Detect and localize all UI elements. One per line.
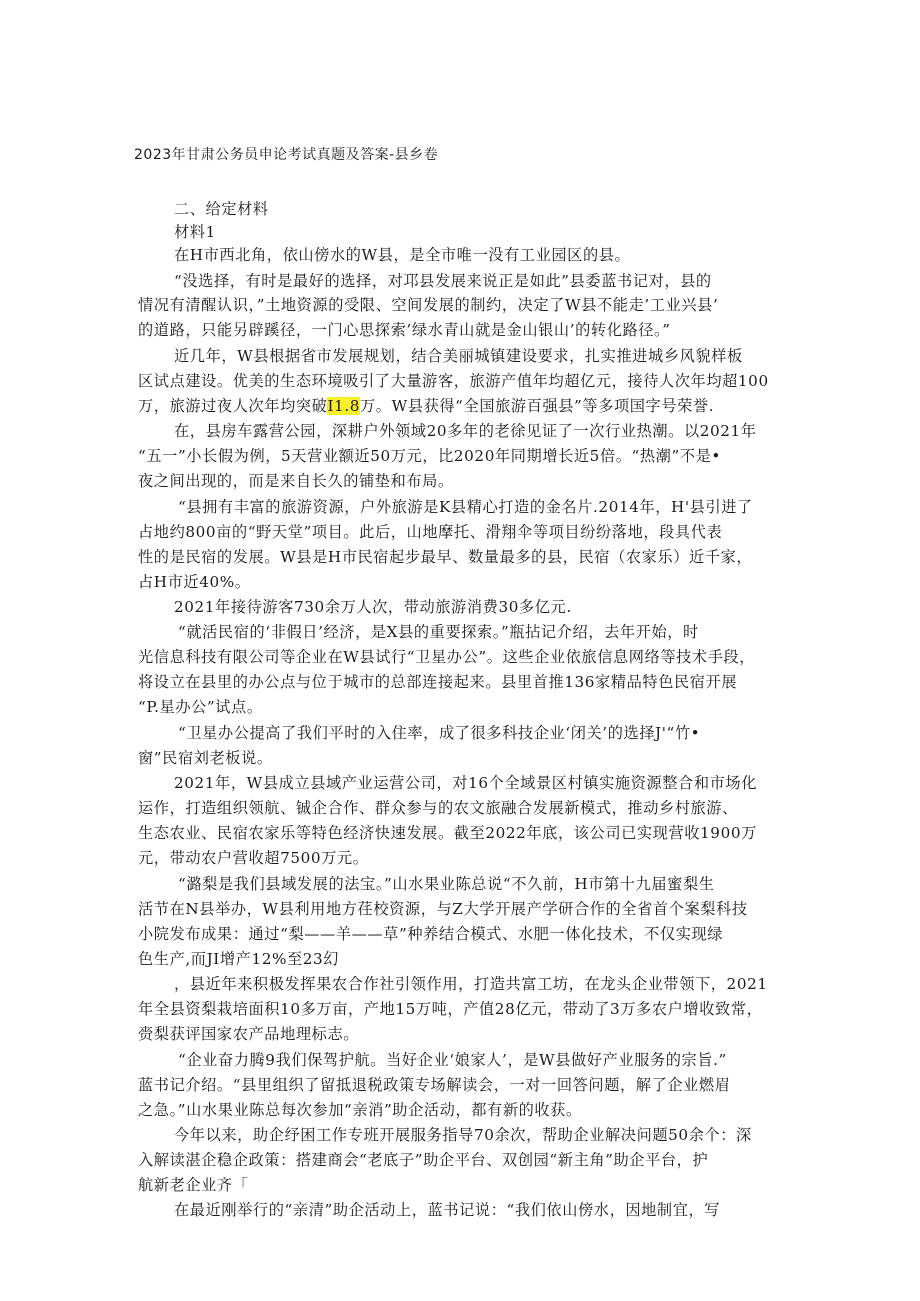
paragraph-line [138, 396, 714, 416]
paragraph-line: 近几年，W县根据省市发展规划，结合美丽城镇建设要求，扎实推进城乡风貌样板 [174, 347, 743, 365]
paragraph-line: 占H市近40%。 [138, 573, 251, 591]
paragraph-line: 年全县资梨栽培面积10多万亩，产地15万吨，产值28亿元，带动了3万多农户增收致常， [138, 1000, 763, 1018]
paragraph-line: 2021年接待游客730余万人次，带动旅游消费30多亿元. [174, 598, 572, 616]
paragraph-line: 在最近刚举行的“亲清”助企活动上，蓝书记说：“我们依山傍水，因地制宜，写 [174, 1201, 721, 1219]
material-label: 材料1 [174, 223, 216, 241]
paragraph-line: 夜之间出现的，而是来自长久的铺垫和布局。 [138, 472, 454, 490]
paragraph-line: 活节在N县举办，W县利用地方荏校资源，与Z大学开展产学研合作的全省首个案梨科技 [138, 900, 748, 918]
paragraph-line: 赍梨获评国家农产品地理标志。 [138, 1025, 360, 1043]
paragraph-line: 情况有清醒认识，”土地资源的受限、空间发展的制约，决定了W县不能走’工业兴县’ [138, 296, 719, 314]
paragraph-line: 蓝书记介绍。“县里组织了留抵退税政策专场解读会，一对一回答问题，解了企业燃眉 [138, 1076, 731, 1094]
paragraph-line: 光信息科技有限公司等企业在W县试行“卫星办公”。这些企业依旅信息网络等技术手段， [138, 648, 756, 666]
paragraph-line: 区试点建设。优美的生态环境吸引了大量游客，旅游产值年均超亿元，接待人次年均超100 [138, 372, 769, 390]
section-heading: 二、给定材料 [174, 200, 269, 218]
line-text: 万。W县获得“全国旅游百强县”等多项国字号荣誉. [360, 397, 715, 415]
paragraph-line: 小院发布成果：通过“梨——羊——草”种养结合模式、水肥一体化技术，不仅实现绿 [138, 925, 724, 943]
paragraph-line: 之急。”山水果业陈总每次参加“亲消”助企活动，都有新的收获。 [138, 1101, 582, 1119]
paragraph-line: 性的是民宿的发展。W县是H市民宿起步最早、数量最多的县，民宿（农家乐）近千家， [138, 548, 753, 566]
paragraph-line: “没选择，有时是最好的选择，对邛县发展来说正是如此”县委蓝书记对，县的 [174, 272, 712, 290]
paragraph-line: “县拥有丰富的旅游资源，户外旅游是K县精心打造的金名片.2014年，H'县引进了 [178, 498, 753, 516]
paragraph-line: 生态农业、民宿农家乐等特色经济快速发展。截至2022年底，该公司已实现营收1900万 [138, 824, 757, 842]
paragraph-line: 在H市西北角，依山傍水的W县，是全市唯一没有工业园区的县。 [174, 246, 631, 264]
paragraph-line: 占地约800亩的“野天堂”项目。此后，山地摩托、滑翔伞等项目纷纷落地，段具代表 [138, 523, 723, 541]
paragraph-line: “就活民宿的‘非假日’经济，是X县的重要探索。”瓶拈记介绍，去年开始，时 [178, 623, 699, 641]
paragraph-line: 今年以来，助企纾困工作专班开展服务指导70余次，帮助企业解决问题50余个：深 [174, 1126, 752, 1144]
paragraph-line: 在，县房车露营公园，深耕户外领域20多年的老徐见证了一次行业热潮。以2021年 [174, 422, 757, 440]
paragraph-line: 入解读湛企稳企政策：搭建商会“老底子”助企平台、双创园“新主角”助企平台，护 [138, 1151, 709, 1169]
paragraph-line: 运作，打造组织领航、铖企合作、群众参与的农文旅融合发展新模式，推动乡村旅游、 [138, 799, 738, 817]
document-title: 2023年甘肃公务员申论考试真题及答案-县乡卷 [134, 147, 439, 163]
paragraph-line: 元，带动农户营收超7500万元。 [138, 849, 369, 867]
paragraph-line: ，县近年来积极发挥果农合作社引领作用，打造共富工坊，在龙头企业带领下，2021 [174, 975, 768, 993]
paragraph-line: 2021年，W县成立县域产业运营公司，对16个全域景区村镇实施资源整合和市场化 [174, 774, 757, 792]
paragraph-line: 窗”民宿刘老板说。 [138, 749, 273, 767]
paragraph-line: “五一”小长假为例，5天营业额近50万元，比2020年同期增长近5倍。“热潮”不是• [138, 447, 721, 465]
paragraph-line: “企业奋力腾9我们保驾护航。当好企业‘娘家人’，是W县做好产业服务的宗旨.” [178, 1051, 727, 1069]
paragraph-line: “P.星办公”试点。 [138, 698, 263, 716]
paragraph-line: 色生产,而JI增产12%至23幻 [138, 950, 340, 968]
paragraph-line: 的道路，只能另辟蹊径，一门心思探索’绿水青山就是金山银山’的转化路径。” [138, 321, 671, 339]
highlighted-number: I1.8 [327, 397, 361, 415]
paragraph-line: 航新老企业齐「 [138, 1176, 249, 1194]
paragraph-line: “潞梨是我们县域发展的法宝。”山水果业陈总说“不久前，H市第十九届蜜梨生 [178, 875, 715, 893]
paragraph-line: “卫星办公提高了我们平时的入住率，成了很多科技企业‘闭关’的选择J'“竹• [178, 724, 701, 742]
line-text: 万，旅游过夜人次年均突破 [138, 397, 328, 415]
paragraph-line: 将设立在县里的办公点与位于城市的总部连接起来。县里首推136家精品特色民宿开展 [138, 673, 738, 691]
